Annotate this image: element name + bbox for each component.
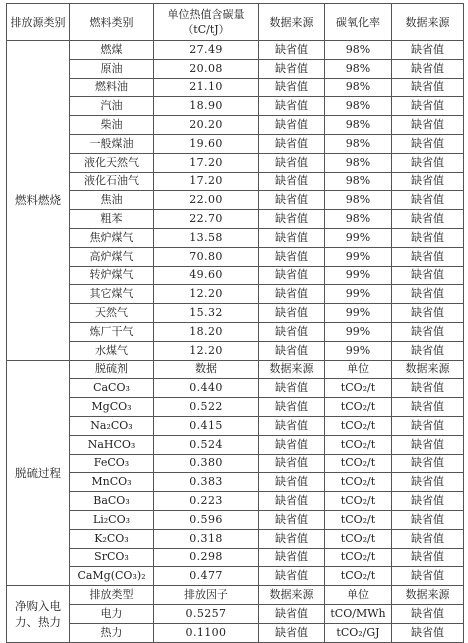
fuel-name: 水煤气 xyxy=(70,341,154,360)
data-source-2: 缺省值 xyxy=(392,134,464,153)
carbon-content-value: 12.20 xyxy=(154,285,259,304)
oxidation-rate: 98% xyxy=(325,41,392,60)
table-row xyxy=(7,78,464,97)
unit: tCO₂/t xyxy=(325,529,392,548)
data-source-2: 缺省值 xyxy=(392,285,464,304)
desulf-subheader-row xyxy=(7,360,464,379)
data-source: 缺省值 xyxy=(259,623,325,642)
data-source-2: 缺省值 xyxy=(392,78,464,97)
table-header-row xyxy=(7,4,464,41)
data-source-2: 缺省值 xyxy=(392,116,464,135)
oxidation-rate: 98% xyxy=(325,210,392,229)
table-row xyxy=(7,341,464,360)
table-row xyxy=(7,492,464,511)
header-carbon-content-line1: 单位热值含碳量 xyxy=(167,8,245,21)
emission-type: 电力 xyxy=(70,604,154,623)
desulfurizer-name: NaHCO₃ xyxy=(70,435,154,454)
table-row xyxy=(7,510,464,529)
data-source: 缺省值 xyxy=(259,266,325,285)
data-source-2: 缺省值 xyxy=(392,228,464,247)
data-source: 缺省值 xyxy=(259,548,325,567)
oxidation-rate: 99% xyxy=(325,247,392,266)
oxidation-rate: 98% xyxy=(325,59,392,78)
desulfurizer-value: 0.415 xyxy=(154,416,259,435)
data-source-2: 缺省值 xyxy=(392,304,464,323)
carbon-content-value: 20.20 xyxy=(154,116,259,135)
unit: tCO₂/t xyxy=(325,492,392,511)
desulfurizer-name: MnCO₃ xyxy=(70,473,154,492)
data-source-2: 缺省值 xyxy=(392,604,464,623)
fuel-name: 原油 xyxy=(70,59,154,78)
table-row xyxy=(7,41,464,60)
data-source: 缺省值 xyxy=(259,416,325,435)
power-subheader-c2: 排放类型 xyxy=(70,586,154,605)
oxidation-rate: 99% xyxy=(325,304,392,323)
table-row xyxy=(7,322,464,341)
data-source-2: 缺省值 xyxy=(392,398,464,417)
data-source: 缺省值 xyxy=(259,153,325,172)
unit: tCO₂/GJ xyxy=(325,623,392,642)
fuel-name: 汽油 xyxy=(70,97,154,116)
data-source: 缺省值 xyxy=(259,604,325,623)
desulfurizer-name: K₂CO₃ xyxy=(70,529,154,548)
data-source: 缺省值 xyxy=(259,567,325,586)
data-source-2: 缺省值 xyxy=(392,191,464,210)
unit: tCO₂/t xyxy=(325,416,392,435)
fuel-name: 液化石油气 xyxy=(70,172,154,191)
fuel-name: 一般煤油 xyxy=(70,134,154,153)
unit: tCO₂/t xyxy=(325,510,392,529)
fuel-name: 炼厂干气 xyxy=(70,322,154,341)
unit: tCO₂/t xyxy=(325,548,392,567)
data-source-2: 缺省值 xyxy=(392,416,464,435)
table-row xyxy=(7,473,464,492)
desulfurizer-value: 0.380 xyxy=(154,454,259,473)
fuel-name: 燃煤 xyxy=(70,41,154,60)
table-row xyxy=(7,266,464,285)
header-source-category: 排放源类别 xyxy=(7,4,70,41)
oxidation-rate: 98% xyxy=(325,153,392,172)
fuel-name: 焦油 xyxy=(70,191,154,210)
data-source: 缺省值 xyxy=(259,454,325,473)
table-row xyxy=(7,97,464,116)
unit: tCO₂/t xyxy=(325,473,392,492)
table-row xyxy=(7,623,464,642)
carbon-content-value: 13.58 xyxy=(154,228,259,247)
data-source: 缺省值 xyxy=(259,210,325,229)
unit: tCO₂/t xyxy=(325,454,392,473)
data-source-2: 缺省值 xyxy=(392,41,464,60)
table-row xyxy=(7,529,464,548)
power-subheader-row xyxy=(7,586,464,605)
power-subheader-c4: 数据来源 xyxy=(259,586,325,605)
carbon-content-value: 12.20 xyxy=(154,341,259,360)
desulfurizer-value: 0.477 xyxy=(154,567,259,586)
power-subheader-c3: 排放因子 xyxy=(154,586,259,605)
group-fuel-combustion: 燃料燃烧 xyxy=(7,41,70,361)
emission-factor-table xyxy=(6,3,464,643)
desulfurizer-name: Li₂CO₃ xyxy=(70,510,154,529)
data-source-2: 缺省值 xyxy=(392,548,464,567)
fuel-name: 转炉煤气 xyxy=(70,266,154,285)
data-source: 缺省值 xyxy=(259,304,325,323)
fuel-name: 其它煤气 xyxy=(70,285,154,304)
oxidation-rate: 99% xyxy=(325,322,392,341)
unit: tCO₂/t xyxy=(325,435,392,454)
desulf-subheader-c2: 脱硫剂 xyxy=(70,360,154,379)
header-carbon-content-line2: （tC/tJ） xyxy=(182,23,230,36)
table-row xyxy=(7,172,464,191)
data-source: 缺省值 xyxy=(259,492,325,511)
fuel-name: 液化天然气 xyxy=(70,153,154,172)
desulf-subheader-c4: 数据来源 xyxy=(259,360,325,379)
desulfurizer-value: 0.596 xyxy=(154,510,259,529)
header-data-source-2: 数据来源 xyxy=(392,4,464,41)
header-fuel-category: 燃料类别 xyxy=(70,4,154,41)
table-row xyxy=(7,567,464,586)
data-source: 缺省值 xyxy=(259,473,325,492)
desulf-subheader-c3: 数据 xyxy=(154,360,259,379)
data-source: 缺省值 xyxy=(259,341,325,360)
table-row xyxy=(7,134,464,153)
fuel-name: 焦炉煤气 xyxy=(70,228,154,247)
header-oxidation-rate: 碳氧化率 xyxy=(325,4,392,41)
oxidation-rate: 99% xyxy=(325,285,392,304)
data-source-2: 缺省值 xyxy=(392,623,464,642)
oxidation-rate: 98% xyxy=(325,78,392,97)
data-source: 缺省值 xyxy=(259,529,325,548)
data-source-2: 缺省值 xyxy=(392,210,464,229)
desulfurizer-name: Na₂CO₃ xyxy=(70,416,154,435)
header-data-source: 数据来源 xyxy=(259,4,325,41)
data-source: 缺省值 xyxy=(259,116,325,135)
fuel-name: 燃料油 xyxy=(70,78,154,97)
data-source: 缺省值 xyxy=(259,59,325,78)
group-desulfurization: 脱硫过程 xyxy=(7,360,70,586)
oxidation-rate: 98% xyxy=(325,116,392,135)
carbon-content-value: 21.10 xyxy=(154,78,259,97)
desulf-subheader-c6: 数据来源 xyxy=(392,360,464,379)
data-source-2: 缺省值 xyxy=(392,379,464,398)
data-source-2: 缺省值 xyxy=(392,510,464,529)
unit: tCO₂/t xyxy=(325,567,392,586)
desulfurizer-value: 0.383 xyxy=(154,473,259,492)
table-row xyxy=(7,398,464,417)
data-source-2: 缺省值 xyxy=(392,473,464,492)
carbon-content-value: 18.90 xyxy=(154,97,259,116)
fuel-name: 粗苯 xyxy=(70,210,154,229)
data-source: 缺省值 xyxy=(259,322,325,341)
data-source-2: 缺省值 xyxy=(392,435,464,454)
table-row xyxy=(7,153,464,172)
oxidation-rate: 99% xyxy=(325,228,392,247)
data-source-2: 缺省值 xyxy=(392,59,464,78)
table-row xyxy=(7,304,464,323)
table-row xyxy=(7,548,464,567)
emission-factor-value: 0.1100 xyxy=(154,623,259,642)
desulfurizer-name: CaCO₃ xyxy=(70,379,154,398)
unit: tCO₂/t xyxy=(325,379,392,398)
data-source-2: 缺省值 xyxy=(392,266,464,285)
carbon-content-value: 70.80 xyxy=(154,247,259,266)
data-source-2: 缺省值 xyxy=(392,322,464,341)
desulfurizer-name: SrCO₃ xyxy=(70,548,154,567)
data-source: 缺省值 xyxy=(259,191,325,210)
table-row xyxy=(7,285,464,304)
desulfurizer-value: 0.440 xyxy=(154,379,259,398)
data-source: 缺省值 xyxy=(259,78,325,97)
data-source: 缺省值 xyxy=(259,285,325,304)
oxidation-rate: 99% xyxy=(325,266,392,285)
table-row xyxy=(7,59,464,78)
unit: tCO/MWh xyxy=(325,604,392,623)
data-source: 缺省值 xyxy=(259,398,325,417)
oxidation-rate: 98% xyxy=(325,191,392,210)
table-row xyxy=(7,191,464,210)
group-purchased-power-heat: 净购入电力、热力 xyxy=(7,586,70,642)
table-row xyxy=(7,247,464,266)
oxidation-rate: 98% xyxy=(325,172,392,191)
desulfurizer-value: 0.318 xyxy=(154,529,259,548)
oxidation-rate: 98% xyxy=(325,97,392,116)
desulfurizer-value: 0.223 xyxy=(154,492,259,511)
table-row xyxy=(7,228,464,247)
data-source: 缺省值 xyxy=(259,97,325,116)
carbon-content-value: 19.60 xyxy=(154,134,259,153)
carbon-content-value: 27.49 xyxy=(154,41,259,60)
desulfurizer-name: BaCO₃ xyxy=(70,492,154,511)
desulf-subheader-c5: 单位 xyxy=(325,360,392,379)
emission-factor-value: 0.5257 xyxy=(154,604,259,623)
data-source: 缺省值 xyxy=(259,228,325,247)
carbon-content-value: 17.20 xyxy=(154,153,259,172)
data-source-2: 缺省值 xyxy=(392,341,464,360)
carbon-content-value: 49.60 xyxy=(154,266,259,285)
data-source-2: 缺省值 xyxy=(392,454,464,473)
oxidation-rate: 98% xyxy=(325,134,392,153)
data-source-2: 缺省值 xyxy=(392,97,464,116)
data-source-2: 缺省值 xyxy=(392,247,464,266)
data-source: 缺省值 xyxy=(259,172,325,191)
data-source: 缺省值 xyxy=(259,379,325,398)
desulfurizer-name: MgCO₃ xyxy=(70,398,154,417)
table-row xyxy=(7,116,464,135)
data-source: 缺省值 xyxy=(259,41,325,60)
header-carbon-content xyxy=(154,4,259,41)
data-source: 缺省值 xyxy=(259,134,325,153)
table-row xyxy=(7,210,464,229)
carbon-content-value: 17.20 xyxy=(154,172,259,191)
table-row xyxy=(7,604,464,623)
desulfurizer-value: 0.522 xyxy=(154,398,259,417)
data-source-2: 缺省值 xyxy=(392,529,464,548)
carbon-content-value: 15.32 xyxy=(154,304,259,323)
power-subheader-c5: 单位 xyxy=(325,586,392,605)
carbon-content-value: 22.00 xyxy=(154,191,259,210)
table-row xyxy=(7,435,464,454)
desulfurizer-value: 0.298 xyxy=(154,548,259,567)
data-source: 缺省值 xyxy=(259,510,325,529)
data-source: 缺省值 xyxy=(259,435,325,454)
carbon-content-value: 20.08 xyxy=(154,59,259,78)
table-row xyxy=(7,454,464,473)
oxidation-rate: 99% xyxy=(325,341,392,360)
fuel-name: 高炉煤气 xyxy=(70,247,154,266)
desulfurizer-name: CaMg(CO₃)₂ xyxy=(70,567,154,586)
table-row xyxy=(7,379,464,398)
data-source-2: 缺省值 xyxy=(392,172,464,191)
data-source-2: 缺省值 xyxy=(392,153,464,172)
carbon-content-value: 18.20 xyxy=(154,322,259,341)
data-source: 缺省值 xyxy=(259,247,325,266)
desulfurizer-name: FeCO₃ xyxy=(70,454,154,473)
emission-type: 热力 xyxy=(70,623,154,642)
power-subheader-c6: 数据来源 xyxy=(392,586,464,605)
carbon-content-value: 22.70 xyxy=(154,210,259,229)
fuel-name: 天然气 xyxy=(70,304,154,323)
data-source-2: 缺省值 xyxy=(392,567,464,586)
table-row xyxy=(7,416,464,435)
unit: tCO₂/t xyxy=(325,398,392,417)
data-source-2: 缺省值 xyxy=(392,492,464,511)
fuel-name: 柴油 xyxy=(70,116,154,135)
desulfurizer-value: 0.524 xyxy=(154,435,259,454)
